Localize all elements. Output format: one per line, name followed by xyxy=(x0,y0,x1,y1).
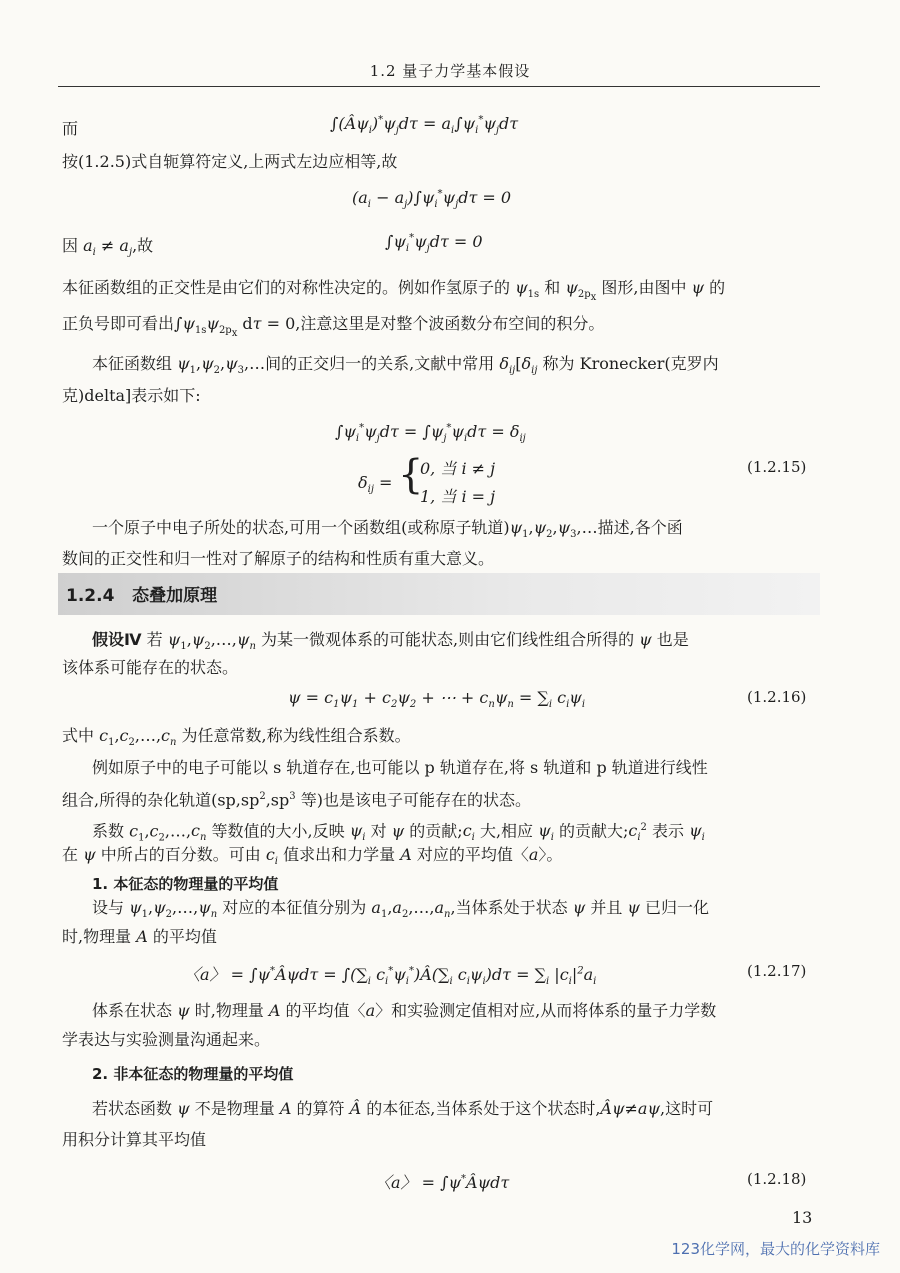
watermark-link[interactable]: 123化学网，最大的化学资料库 xyxy=(671,1240,880,1258)
paragraph-3-line-2: 数间的正交性和归一性对了解原子的结构和性质有重大意义。 xyxy=(62,549,495,568)
paragraph-10-line-2: 用积分计算其平均值 xyxy=(62,1130,207,1149)
paragraph-6-line-1: 例如原子中的电子可能以 s 轨道存在,也可能以 p 轨道存在,将 s 轨道和 p 轨道进行线性 xyxy=(92,758,708,777)
paragraph-8-line-1: 设与 $\psi_1,\psi_2,\dots,\psi_n$ 对应的本征值分别为 $a_1,a_2,\dots,a_n$,当体系处于状态 ψ 并且 ψ 已归一化 xyxy=(92,898,710,921)
equation-3: $\int\psi_i^*\psi_jd\tau = 0$ xyxy=(385,232,483,255)
header-rule xyxy=(58,86,820,87)
section-title: 态叠加原理 xyxy=(132,586,218,606)
section-heading xyxy=(66,581,217,606)
postulate-4-line-1: 假设Ⅳ 若 $\psi_1,\psi_2,\dots,\psi_n$ 为某一微观体系的可能状态,则由它们线性组合所得的 ψ 也是 xyxy=(92,630,689,653)
equation-number-1-2-17: (1.2.17) xyxy=(747,962,807,980)
subheading-2: 2. 非本征态的物理量的平均值 xyxy=(92,1065,294,1083)
text-er: 而 xyxy=(62,119,79,138)
equation-number-1-2-16: (1.2.16) xyxy=(747,688,807,706)
paragraph-1-line-2: 正负号即可看出$\int\psi_{1s}\psi_{2p_x}$ dτ = 0,注意这里是对整个波函数分布空间的积分。 xyxy=(62,314,605,340)
equation-5-lhs: $\delta_{ij}$ = xyxy=(358,473,393,496)
paragraph-6-line-2: 组合,所得的杂化轨道($sp,sp^2,sp^3$ 等)也是该电子可能存在的状态。 xyxy=(62,790,531,810)
equation-5-case-1: 0, 当 i ≠ j xyxy=(420,459,496,478)
running-header: 1.2 量子力学基本假设 xyxy=(369,62,531,80)
paragraph-7-line-2: 在 ψ 中所占的百分数。可由 $c_i$ 值求出和力学量 A 对应的平均值〈a〉。 xyxy=(62,845,563,868)
paragraph-2-line-1: 本征函数组 $\psi_1,\psi_2,\psi_3,\dots$间的正交归一的关系,文献中常用 $\delta_{ij}[\delta_{ij}$ 称为 Kronecker(克罗内 xyxy=(92,354,719,377)
paragraph-10-line-1: 若状态函数 ψ 不是物理量 A 的算符 Â 的本征态,当体系处于这个状态时,Âψ≠aψ,这时可 xyxy=(92,1099,714,1118)
equation-6: $\psi = c_1\psi_1 + c_2\psi_2$ + ⋯ + $c_n\psi_n = \sum_i$ $c_i\psi_i$ xyxy=(288,688,586,711)
left-brace-icon: { xyxy=(398,452,424,498)
equation-1: $\int(Â\psi_i)^*\psi_jd\tau = a_i\int\psi_i^*\psi_jd\tau$ xyxy=(330,114,519,137)
paragraph-2-line-2: 克)delta]表示如下: xyxy=(62,386,201,405)
paragraph-7-line-1: 系数 $c_1,c_2,\dots,c_n$ 等数值的大小,反映 $\psi_i$ 对 ψ 的贡献$;c_i$ 大,相应 $\psi_i$ 的贡献大$;c_i^2$ 表示 $\psi_i$ xyxy=(92,821,705,844)
section-number: 1.2.4 xyxy=(66,586,115,606)
subheading-1: 1. 本征态的物理量的平均值 xyxy=(92,875,279,893)
paragraph-9-line-2: 学表达与实验测量沟通起来。 xyxy=(62,1030,271,1049)
postulate-4-line-2: 该体系可能存在的状态。 xyxy=(62,658,239,677)
equation-number-1-2-18: (1.2.18) xyxy=(747,1170,807,1188)
equation-4: $\int\psi_i^*\psi_jd\tau = \int\psi_j^*\psi_id\tau = \delta_{ij}$ xyxy=(335,422,526,445)
equation-5-case-2: 1, 当 i = j xyxy=(420,487,496,506)
paragraph-3-line-1: 一个原子中电子所处的状态,可用一个函数组(或称原子轨道)$\psi_1,\psi_2,\psi_3,\dots$描述,各个函 xyxy=(92,518,683,541)
paragraph-5: 式中 $c_1,c_2,\dots,c_n$ 为任意常数,称为线性组合系数。 xyxy=(62,726,411,749)
equation-7: 〈a〉 = ∫ψ*Âψdτ = $\int(\sum_i$ $c_i^*\psi_i^*)Â(\sum_i$ $c_i\psi_i)d\tau = \sum_i$ $|c_i|^2a_i$ xyxy=(184,965,597,988)
text-an: 按(1.2.5)式自轭算符定义,上两式左边应相等,故 xyxy=(62,152,398,171)
text-yin: 因 $a_i \ne a_j$,故 xyxy=(62,236,154,259)
equation-number-1-2-15: (1.2.15) xyxy=(747,458,807,476)
equation-8: 〈a〉 = ∫ψ*Âψdτ xyxy=(375,1173,510,1192)
paragraph-8-line-2: 时,物理量 A 的平均值 xyxy=(62,927,217,946)
equation-2: $(a_i - a_j)\int\psi_i^*\psi_jd\tau = 0$ xyxy=(352,188,512,211)
page-number: 13 xyxy=(792,1208,813,1227)
paragraph-1-line-1: 本征函数组的正交性是由它们的对称性决定的。例如作氢原子的 $\psi_{1s}$ 和 $\psi_{2p_x}$ 图形,由图中 ψ 的 xyxy=(62,278,726,304)
paragraph-9-line-1: 体系在状态 ψ 时,物理量 A 的平均值〈a〉和实验测定值相对应,从而将体系的量子力学数 xyxy=(92,1001,717,1020)
